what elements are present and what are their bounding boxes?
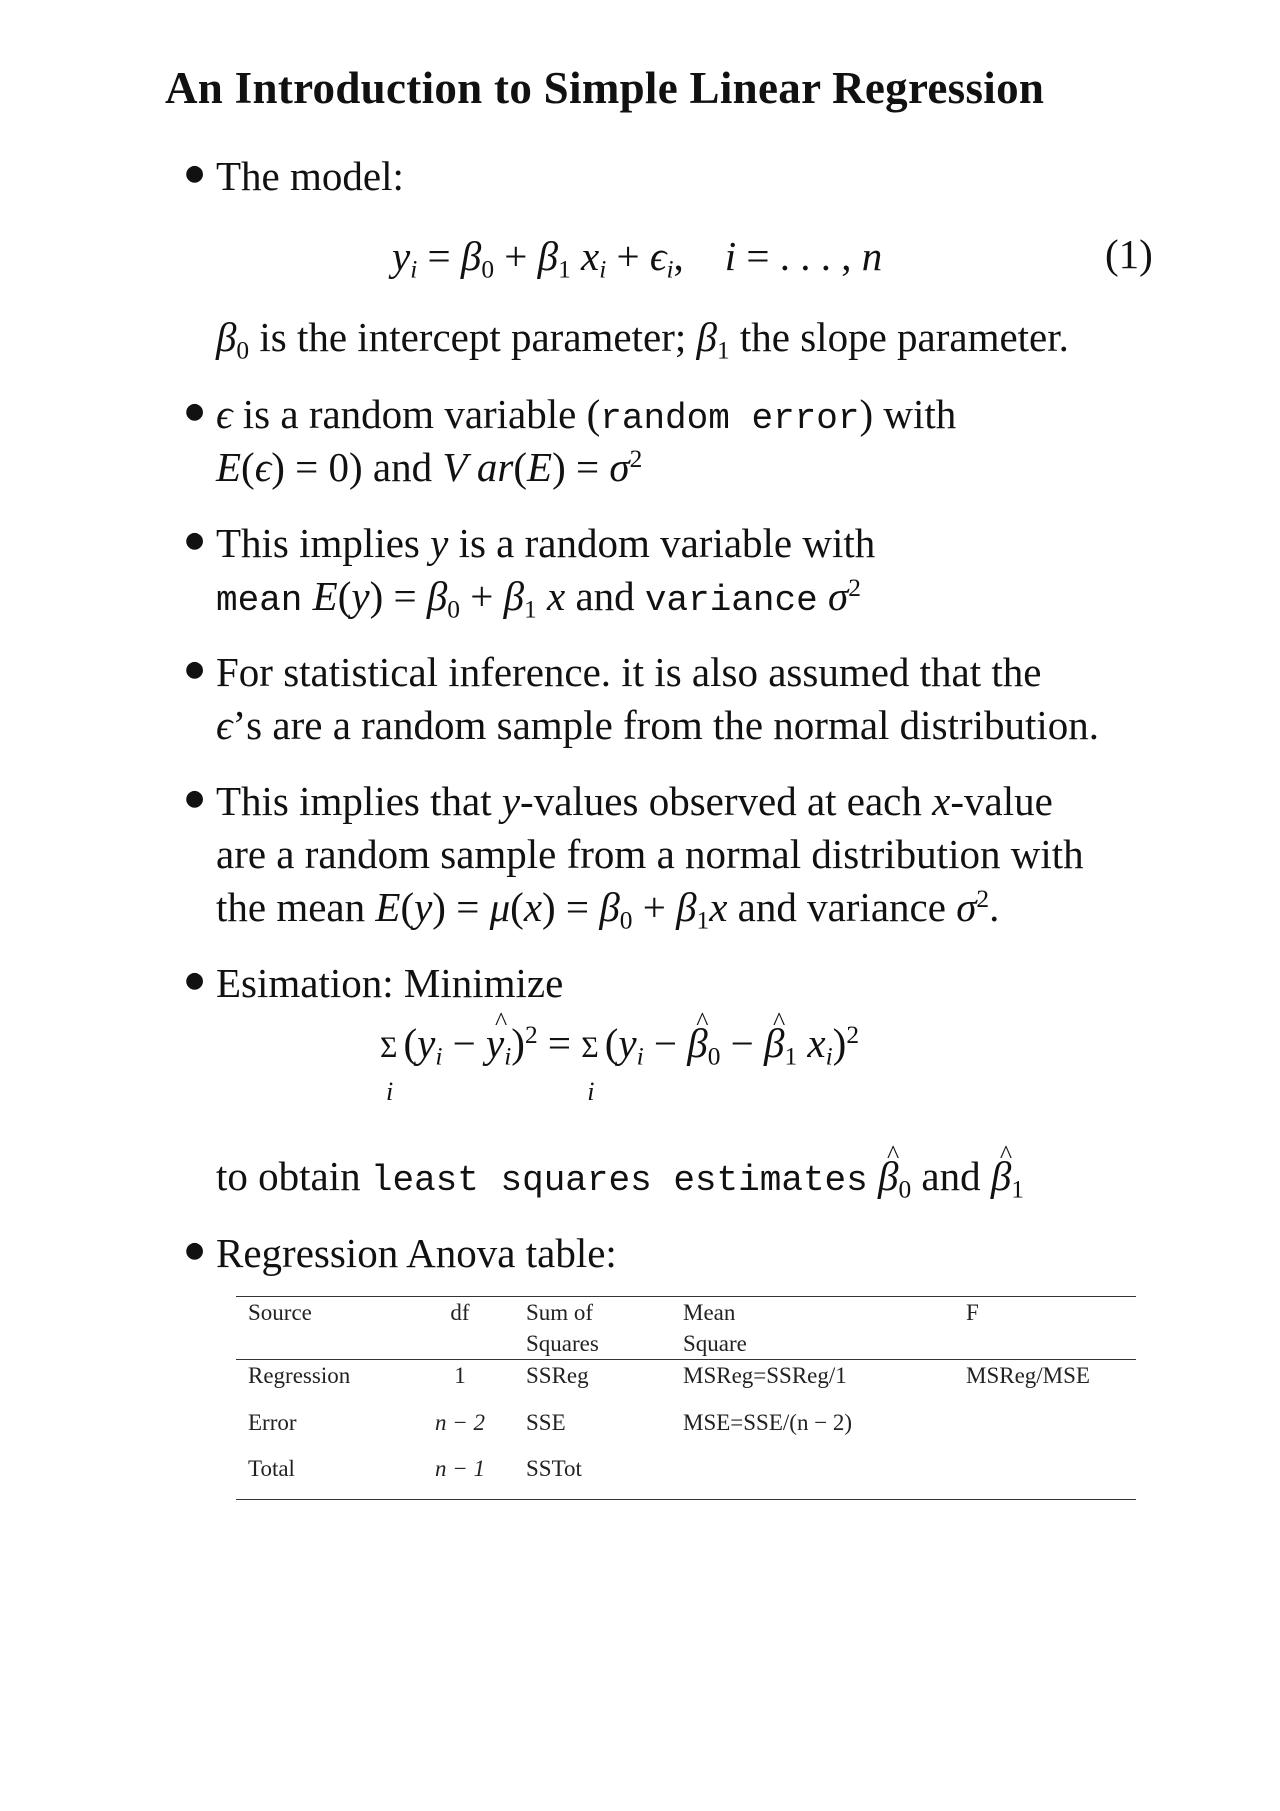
bullet-model-heading: The model:	[216, 153, 404, 199]
bullet-dot: ●	[185, 399, 205, 424]
header-mean-square: Mean Square	[683, 1300, 747, 1356]
bullet-error-line1: ϵ is a random variable (random error) with	[216, 391, 957, 439]
bullet-normal-line2: are a random sample from a normal distribution with	[216, 831, 1084, 877]
bullet-dot: ●	[185, 528, 205, 553]
anova-table	[236, 1296, 1136, 1500]
bullet-estimation-heading: Esimation: Minimize	[216, 960, 564, 1006]
header-f: F	[966, 1300, 979, 1325]
bullet-dot: ●	[185, 657, 205, 682]
parameter-text-a: is the intercept parameter;	[249, 314, 697, 360]
code-mean: mean	[216, 580, 303, 621]
bullet-normal-line1: This implies that y-values observed at each x-value	[216, 778, 1053, 824]
table-header-row	[236, 1297, 1136, 1360]
bullet-anova-heading: Regression Anova table:	[216, 1230, 617, 1276]
header-df: df	[450, 1300, 470, 1325]
code-least-squares: least squares estimates	[370, 1160, 868, 1201]
model-equation: $y_i = \beta_0 + \beta_1$ $x_i + \epsilon_i$, i = . . . , n	[392, 233, 883, 284]
bullet-dot: ●	[185, 161, 205, 186]
table-row: Regression 1 SSReg MSReg=SSReg/1 MSReg/MSE	[248, 1363, 1090, 1388]
estimates-line: to obtain least squares estimates ^ $\beta_0$ and ^ $\beta_1$	[216, 1150, 1024, 1207]
header-sum-of-squares: Sum of Squares	[526, 1300, 599, 1356]
bullet-inference-line1: For statistical inference. it is also assumed that the	[216, 649, 1042, 695]
equation-number: (1)	[1105, 231, 1153, 277]
code-random-error: random error	[600, 398, 860, 439]
bullet-dot: ●	[185, 786, 205, 811]
header-source: Source	[248, 1300, 312, 1325]
bullet-normal-line3: the mean $E(y) = \mu(x) = \beta_0 + \beta_1x$ and variance $\sigma^2$.	[216, 884, 1000, 935]
table-row: Total n − 1 SSTot	[236, 1453, 1136, 1500]
code-variance: variance	[644, 580, 818, 621]
least-squares-equation: Σ i ($y_i$ − ^ $y_i)^2 = \Sigma$ i ($y_i$ − ^ $\beta_0$ − ^ $\beta_1$ $x_i)^2$	[380, 1017, 859, 1074]
bullet-inference-line2: ϵ’s are a random sample from the normal distribution.	[216, 702, 1099, 748]
bullet-dot: ●	[185, 968, 205, 993]
bullet-error-line2: E(ϵ) = 0) and V $ar(E) = \sigma^2$	[216, 444, 643, 490]
parameter-description: $\beta_0$ is the intercept parameter; $\beta_1$ the slope parameter.	[216, 314, 1069, 365]
bullet-implies-line2: mean $E(y) = \beta_0 + \beta_1$ x and variance $\sigma^2$	[216, 573, 861, 624]
bullet-dot: ●	[185, 1238, 205, 1263]
parameter-text-b: the slope parameter.	[729, 314, 1069, 360]
table-row: Error n − 2 SSE MSE=SSE/(n − 2)	[248, 1410, 853, 1435]
bullet-implies-line1: This implies y is a random variable with	[216, 520, 876, 566]
page-title: An Introduction to Simple Linear Regression	[165, 63, 1045, 113]
